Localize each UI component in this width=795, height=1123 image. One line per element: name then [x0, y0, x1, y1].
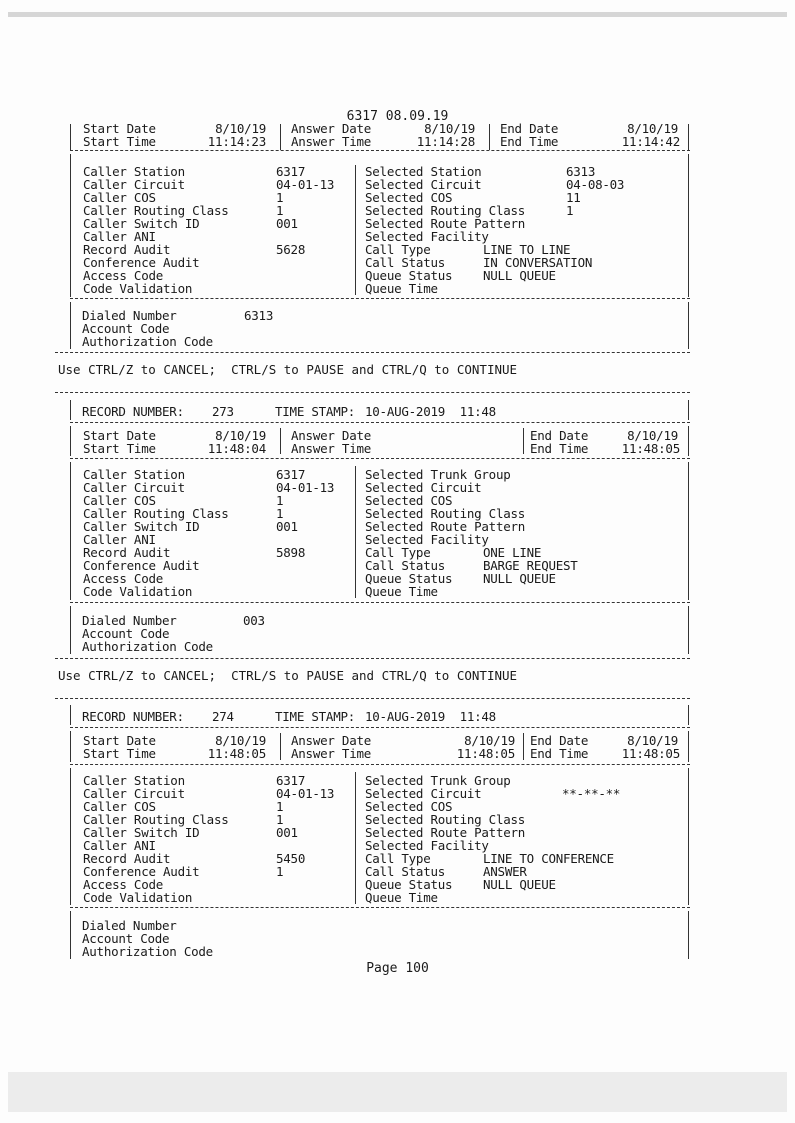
- answer-date-value: 8/10/19: [464, 733, 515, 748]
- answer-date-value: 8/10/19: [424, 121, 475, 136]
- dialed-number-label: Dialed Number: [82, 613, 177, 628]
- separator-line: [70, 907, 690, 908]
- start-time-label: Start Time: [83, 441, 156, 456]
- border-left: [70, 705, 71, 725]
- record-number-value: 273: [212, 404, 234, 419]
- selected-routing-class-value: 1: [566, 203, 574, 218]
- time-stamp-label: TIME STAMP:: [275, 404, 356, 419]
- call-status-value: ANSWER: [483, 864, 527, 879]
- scan-edge-top: [8, 12, 787, 17]
- record-number-label: RECORD NUMBER:: [82, 404, 184, 419]
- separator-line: [55, 392, 690, 393]
- start-time-value: 11:48:04: [207, 441, 266, 456]
- selected-cos-label: Selected COS: [365, 190, 453, 205]
- dialed-number-label: Dialed Number: [82, 308, 177, 323]
- border-right: [688, 705, 689, 725]
- time-stamp-value: 10-AUG-2019 11:48: [365, 404, 496, 419]
- caller-switch-id-value: 001: [276, 825, 298, 840]
- queue-status-label: Queue Status: [365, 571, 453, 586]
- selected-circuit-label: Selected Circuit: [365, 786, 482, 801]
- scan-edge-bottom: [8, 1072, 787, 1112]
- call-type-label: Call Type: [365, 242, 431, 257]
- queue-status-value: NULL QUEUE: [483, 268, 556, 283]
- answer-time-label: Answer Time: [291, 134, 372, 149]
- caller-ani-label: Caller ANI: [83, 838, 156, 853]
- selected-station-label: Selected Station: [365, 164, 482, 179]
- selected-circuit-value: **-**-**: [562, 786, 621, 801]
- account-code-label: Account Code: [82, 931, 170, 946]
- conference-audit-label: Conference Audit: [83, 255, 200, 270]
- separator-line: [70, 298, 690, 299]
- dialed-number-value: 003: [243, 613, 265, 628]
- dialed-number-value: 6313: [244, 308, 274, 323]
- selected-cos-value: 11: [566, 190, 581, 205]
- caller-cos-value: 1: [276, 493, 284, 508]
- record-number-label: RECORD NUMBER:: [82, 709, 184, 724]
- border-left: [70, 302, 71, 349]
- border-left: [70, 400, 71, 420]
- border-right: [688, 731, 689, 762]
- start-date-value: 8/10/19: [215, 121, 266, 136]
- border-right: [688, 606, 689, 654]
- caller-routing-class-label: Caller Routing Class: [83, 506, 229, 521]
- caller-ani-label: Caller ANI: [83, 532, 156, 547]
- call-status-label: Call Status: [365, 558, 446, 573]
- caller-switch-id-label: Caller Switch ID: [83, 216, 200, 231]
- start-time-value: 11:48:05: [207, 746, 266, 761]
- authorization-code-label: Authorization Code: [82, 944, 213, 959]
- border-left: [70, 426, 71, 456]
- start-date-label: Start Date: [83, 121, 156, 136]
- caller-cos-label: Caller COS: [83, 190, 156, 205]
- selected-routing-class-label: Selected Routing Class: [365, 203, 526, 218]
- column-divider: [280, 124, 281, 150]
- end-date-value: 8/10/19: [627, 121, 678, 136]
- time-stamp-label: TIME STAMP:: [275, 709, 356, 724]
- column-divider: [280, 733, 281, 760]
- queue-status-value: NULL QUEUE: [483, 877, 556, 892]
- caller-station-label: Caller Station: [83, 467, 185, 482]
- queue-time-label: Queue Time: [365, 890, 438, 905]
- border-left: [70, 124, 71, 150]
- selected-circuit-label: Selected Circuit: [365, 480, 482, 495]
- caller-switch-id-label: Caller Switch ID: [83, 519, 200, 534]
- selected-route-pattern-label: Selected Route Pattern: [365, 825, 526, 840]
- access-code-label: Access Code: [83, 268, 164, 283]
- column-divider: [489, 124, 490, 150]
- selected-facility-label: Selected Facility: [365, 532, 489, 547]
- border-left: [70, 606, 71, 654]
- caller-circuit-value: 04-01-13: [276, 786, 335, 801]
- selected-routing-class-label: Selected Routing Class: [365, 812, 526, 827]
- selected-routing-class-label: Selected Routing Class: [365, 506, 526, 521]
- call-status-value: IN CONVERSATION: [483, 255, 593, 270]
- call-type-value: LINE TO CONFERENCE: [483, 851, 614, 866]
- separator-line: [70, 458, 690, 459]
- end-date-label: End Date: [500, 121, 559, 136]
- caller-switch-id-value: 001: [276, 216, 298, 231]
- separator-line: [70, 727, 690, 728]
- caller-station-label: Caller Station: [83, 773, 185, 788]
- separator-line: [70, 602, 690, 603]
- separator-line: [55, 352, 690, 353]
- queue-status-value: NULL QUEUE: [483, 571, 556, 586]
- caller-routing-class-label: Caller Routing Class: [83, 812, 229, 827]
- column-divider: [355, 165, 356, 295]
- call-type-value: LINE TO LINE: [483, 242, 571, 257]
- authorization-code-label: Authorization Code: [82, 334, 213, 349]
- caller-circuit-label: Caller Circuit: [83, 786, 185, 801]
- dialed-number-label: Dialed Number: [82, 918, 177, 933]
- border-right: [688, 462, 689, 600]
- caller-station-label: Caller Station: [83, 164, 185, 179]
- border-right: [688, 154, 689, 297]
- call-status-label: Call Status: [365, 255, 446, 270]
- selected-facility-label: Selected Facility: [365, 229, 489, 244]
- call-status-label: Call Status: [365, 864, 446, 879]
- start-time-value: 11:14:23: [207, 134, 266, 149]
- border-right: [688, 302, 689, 349]
- caller-switch-id-value: 001: [276, 519, 298, 534]
- access-code-label: Access Code: [83, 571, 164, 586]
- start-date-value: 8/10/19: [215, 428, 266, 443]
- end-date-value: 8/10/19: [627, 428, 678, 443]
- queue-status-label: Queue Status: [365, 268, 453, 283]
- answer-time-label: Answer Time: [291, 746, 372, 761]
- end-time-label: End Time: [530, 746, 589, 761]
- border-right: [688, 124, 689, 150]
- start-time-label: Start Time: [83, 746, 156, 761]
- separator-line: [70, 764, 690, 765]
- selected-route-pattern-label: Selected Route Pattern: [365, 216, 526, 231]
- selected-trunk-group-label: Selected Trunk Group: [365, 773, 511, 788]
- conference-audit-label: Conference Audit: [83, 558, 200, 573]
- call-status-value: BARGE REQUEST: [483, 558, 578, 573]
- code-validation-label: Code Validation: [83, 584, 193, 599]
- answer-date-label: Answer Date: [291, 121, 372, 136]
- caller-station-value: 6317: [276, 164, 306, 179]
- end-date-label: End Date: [530, 733, 589, 748]
- control-notice: Use CTRL/Z to CANCEL; CTRL/S to PAUSE and CTRL/Q to CONTINUE: [58, 362, 518, 377]
- selected-cos-label: Selected COS: [365, 493, 453, 508]
- page-number: Page 100: [366, 961, 429, 976]
- column-divider: [523, 733, 524, 760]
- call-type-label: Call Type: [365, 545, 431, 560]
- caller-station-value: 6317: [276, 773, 306, 788]
- separator-line: [55, 658, 690, 659]
- account-code-label: Account Code: [82, 321, 170, 336]
- authorization-code-label: Authorization Code: [82, 639, 213, 654]
- caller-routing-class-value: 1: [276, 812, 284, 827]
- caller-ani-label: Caller ANI: [83, 229, 156, 244]
- caller-cos-value: 1: [276, 190, 284, 205]
- selected-cos-label: Selected COS: [365, 799, 453, 814]
- time-stamp-value: 10-AUG-2019 11:48: [365, 709, 496, 724]
- answer-time-value: 11:48:05: [456, 746, 515, 761]
- caller-switch-id-label: Caller Switch ID: [83, 825, 200, 840]
- call-type-value: ONE LINE: [483, 545, 542, 560]
- border-right: [688, 426, 689, 456]
- border-right: [688, 400, 689, 420]
- column-divider: [355, 466, 356, 598]
- caller-station-value: 6317: [276, 467, 306, 482]
- start-date-label: Start Date: [83, 733, 156, 748]
- answer-time-label: Answer Time: [291, 441, 372, 456]
- record-audit-label: Record Audit: [83, 851, 171, 866]
- border-right: [688, 911, 689, 959]
- answer-date-label: Answer Date: [291, 733, 372, 748]
- border-left: [70, 462, 71, 600]
- end-time-label: End Time: [500, 134, 559, 149]
- queue-time-label: Queue Time: [365, 584, 438, 599]
- page-header: 6317 08.09.19: [346, 109, 449, 124]
- end-time-value: 11:48:05: [621, 746, 680, 761]
- selected-facility-label: Selected Facility: [365, 838, 489, 853]
- end-date-label: End Date: [530, 428, 589, 443]
- border-left: [70, 731, 71, 762]
- caller-circuit-value: 04-01-13: [276, 177, 335, 192]
- start-date-value: 8/10/19: [215, 733, 266, 748]
- caller-routing-class-value: 1: [276, 506, 284, 521]
- column-divider: [355, 772, 356, 904]
- separator-line: [70, 422, 690, 423]
- conference-audit-label: Conference Audit: [83, 864, 200, 879]
- record-audit-value: 5628: [276, 242, 306, 257]
- border-left: [70, 911, 71, 959]
- answer-time-value: 11:14:28: [416, 134, 475, 149]
- caller-routing-class-label: Caller Routing Class: [83, 203, 229, 218]
- selected-circuit-value: 04-08-03: [566, 177, 625, 192]
- separator-line: [70, 150, 690, 151]
- start-date-label: Start Date: [83, 428, 156, 443]
- column-divider: [523, 428, 524, 454]
- record-number-value: 274: [212, 709, 234, 724]
- access-code-label: Access Code: [83, 877, 164, 892]
- end-time-value: 11:14:42: [621, 134, 680, 149]
- column-divider: [280, 428, 281, 454]
- caller-circuit-label: Caller Circuit: [83, 480, 185, 495]
- selected-route-pattern-label: Selected Route Pattern: [365, 519, 526, 534]
- border-left: [70, 154, 71, 297]
- caller-cos-value: 1: [276, 799, 284, 814]
- queue-status-label: Queue Status: [365, 877, 453, 892]
- border-right: [688, 768, 689, 905]
- end-date-value: 8/10/19: [627, 733, 678, 748]
- answer-date-label: Answer Date: [291, 428, 372, 443]
- call-type-label: Call Type: [365, 851, 431, 866]
- end-time-value: 11:48:05: [621, 441, 680, 456]
- record-audit-value: 5898: [276, 545, 306, 560]
- queue-time-label: Queue Time: [365, 281, 438, 296]
- caller-cos-label: Caller COS: [83, 493, 156, 508]
- caller-routing-class-value: 1: [276, 203, 284, 218]
- end-time-label: End Time: [530, 441, 589, 456]
- record-audit-value: 5450: [276, 851, 306, 866]
- separator-line: [55, 698, 690, 699]
- selected-trunk-group-label: Selected Trunk Group: [365, 467, 511, 482]
- selected-circuit-label: Selected Circuit: [365, 177, 482, 192]
- start-time-label: Start Time: [83, 134, 156, 149]
- caller-circuit-value: 04-01-13: [276, 480, 335, 495]
- account-code-label: Account Code: [82, 626, 170, 641]
- control-notice: Use CTRL/Z to CANCEL; CTRL/S to PAUSE and CTRL/Q to CONTINUE: [58, 668, 518, 683]
- selected-station-value: 6313: [566, 164, 596, 179]
- conference-audit-value: 1: [276, 864, 284, 879]
- code-validation-label: Code Validation: [83, 890, 193, 905]
- code-validation-label: Code Validation: [83, 281, 193, 296]
- border-left: [70, 768, 71, 905]
- record-audit-label: Record Audit: [83, 242, 171, 257]
- caller-circuit-label: Caller Circuit: [83, 177, 185, 192]
- record-audit-label: Record Audit: [83, 545, 171, 560]
- caller-cos-label: Caller COS: [83, 799, 156, 814]
